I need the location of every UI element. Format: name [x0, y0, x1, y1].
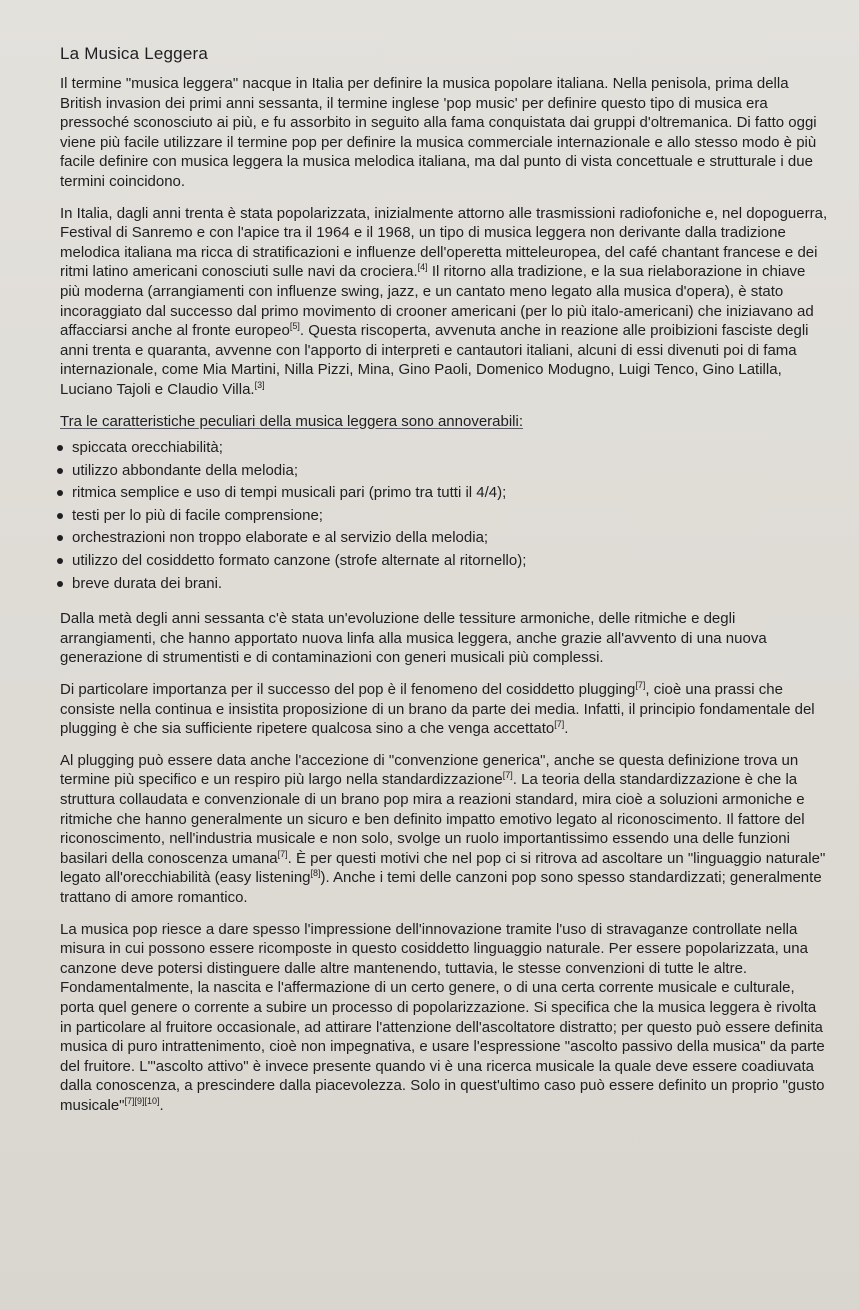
list-item: breve durata dei brani.	[72, 573, 829, 596]
paragraph-standardization	[60, 751, 829, 908]
paragraph-standardization-part3: . È per questi motivi che nel pop ci si ritrova ad ascoltare un "linguaggio naturale" legato all'orecchiabilità (easy listening	[60, 849, 826, 887]
list-item: ritmica semplice e uso di tempi musicali pari (primo tra tutti il 4/4);	[72, 482, 829, 505]
paragraph-italia-part3: . Questa riscoperta, avvenuta anche in reazione alle proibizioni fasciste degli anni trenta e quaranta, avvenne con l'apporto di interpreti e cantautori italiani, alcuni di essi divenuti poi di fama internazionale, come Mia Martini, Nilla Pizzi, Mina, Gino Paoli, Domenico Modugno, Luigi Tenco, Gino Latilla, Luciano Tajoli e Claudio Villa.	[60, 322, 809, 398]
list-item: utilizzo del cosiddetto formato canzone (strofe alternate al ritornello);	[72, 550, 829, 573]
list-item: spiccata orecchiabilità;	[72, 437, 829, 460]
paragraph-plugging-part2: , cioè una prassi che consiste nella continua e insistita proposizione di un brano da parte dei media. Infatti, il principio fondamentale del plugging è che sia sufficiente ripetere qualcosa sino a che venga accettato	[60, 681, 815, 738]
paragraph-intro-text: Il termine "musica leggera" nacque in Italia per definire la musica popolare italiana. Nella penisola, prima della British invasion dei primi anni sessanta, il termine inglese 'pop music' per definire questo tipo di musica era pressoché sconosciuto ai più, e fu assorbito in seguito alla fama conquistata dai gruppi d'oltremanica. Di fatto oggi viene più facile utilizzare il termine pop per definire la musica commerciale internazionale e allo stesso modo è più facile definire con musica leggera la musica melodica italiana, ma dal punto di vista concettuale e strutturale i due termini coincidono.	[60, 75, 817, 190]
list-intro-text: Tra le caratteristiche peculiari della musica leggera sono annoverabili:	[60, 412, 524, 430]
paragraph-italia-part2: Il ritorno alla tradizione, e la sua rielaborazione in chiave più moderna (arrangiamenti con influenze swing, jazz, e un cantato meno legato alla musica d'opera), è stato incoraggiato dal successo dal primo movimento di crooner americani (per lo più italo-americani) che iniziavano ad affacciarsi anche al fronte europeo	[60, 263, 814, 340]
paragraph-evolution-text: Dalla metà degli anni sessanta c'è stata un'evoluzione delle tessiture armoniche, delle ritmiche e degli arrangiamenti, che hanno apportato nuova linfa alla musica leggera, anche grazie all'avvento di una nuova generazione di strumentisti e di contaminazioni con generi musicali più complessi.	[60, 610, 767, 667]
paragraph-evolution	[60, 609, 829, 668]
paragraph-standardization-part2: . La teoria della standardizzazione è che la struttura collaudata e convenzionale di un brano pop mira a reazioni standard, mira cioè a soluzioni armoniche e ritmiche che hanno generalmente un sicuro e ben definito impatto emotivo legato al riconoscimento. Il fattore del riconoscimento, nell'industria musicale e non solo, svolge un ruolo importantissimo essendo una delle funzioni basilari della conoscenza umana	[60, 771, 805, 867]
paragraph-italia	[60, 204, 829, 400]
reference-final: [7][9][10]	[124, 1095, 160, 1106]
paragraph-pop-innovation-text: La musica pop riesce a dare spesso l'impressione dell'innovazione tramite l'uso di stravaganze controllate nella misura in cui possono essere ricomposte in questo cosiddetto linguaggio naturale. Per essere popolarizzata, una canzone deve potersi distinguere dalle altre mantenendo, tuttavia, le stesse convenzioni di tutte le altre. Fondamentalmente, la nascita e l'affermazione di un certo genere, o di una certa corrente musicale e culturale, porta quel genere o corrente a subire un processo di popolarizzazione. Si specifica che la musica leggera è rivolta in particolare al fruitore occasionale, ad attirare l'attenzione dell'ascoltatore distratto; per questo può essere definita musica di puro intrattenimento, cioè non impegnativa, e usare l'espressione "ascolto passivo della musica" da parte del fruitore. L'"ascolto attivo" è invece presente quando vi è una ricerca musicale la quale deve essere coadiuvata dalla conoscenza, a prescindere dalla piacevolezza. Solo in quest'ultimo caso può essere definito un proprio "gusto musicale"	[60, 920, 825, 1114]
reference-7: [7]	[277, 848, 288, 859]
reference-7: [7]	[635, 680, 646, 691]
list-intro	[60, 412, 829, 432]
reference-3: [3]	[254, 379, 265, 390]
paragraph-pop-innovation	[60, 920, 829, 1116]
paragraph-plugging-part3: .	[564, 720, 569, 738]
page-title: La Musica Leggera	[60, 44, 208, 63]
reference-5: [5]	[289, 321, 300, 332]
list-item: orchestrazioni non troppo elaborate e al servizio della melodia;	[72, 527, 829, 550]
paragraph-standardization-part1: Al plugging può essere data anche l'accezione di "convenzione generica", anche se questa definizione trova un termine più specifico e un respiro più largo nella standardizzazione	[60, 751, 799, 789]
paragraph-intro	[60, 74, 829, 192]
reference-4: [4]	[417, 262, 428, 273]
list-item: utilizzo abbondante della melodia;	[72, 460, 829, 483]
reference-8: [8]	[310, 868, 321, 879]
list-item: testi per lo più di facile comprensione;	[72, 505, 829, 528]
characteristics-list	[60, 437, 829, 595]
paragraph-plugging	[60, 680, 829, 739]
reference-7: [7]	[554, 719, 565, 730]
final-period: .	[159, 1096, 164, 1114]
paragraph-plugging-part1: Di particolare importanza per il successo del pop è il fenomeno del cosiddetto plugging	[60, 681, 636, 699]
paragraph-italia-part1: In Italia, dagli anni trenta è stata popolarizzata, inizialmente attorno alle trasmissioni radiofoniche e, nel dopoguerra, Festival di Sanremo e con l'apice tra il 1964 e il 1968, un tipo di musica leggera non derivante dalla tradizione melodica italiana ma ricca di stratificazioni e influenze dell'operetta mitteleuropea, del café chantant francese e dei ritmi latino americani conosciuti sulle navi da crociera.	[60, 204, 828, 281]
reference-7: [7]	[502, 770, 513, 781]
paragraph-standardization-part4: ). Anche i temi delle canzoni pop sono spesso standardizzati; generalmente trattano di amore romantico.	[60, 869, 822, 906]
